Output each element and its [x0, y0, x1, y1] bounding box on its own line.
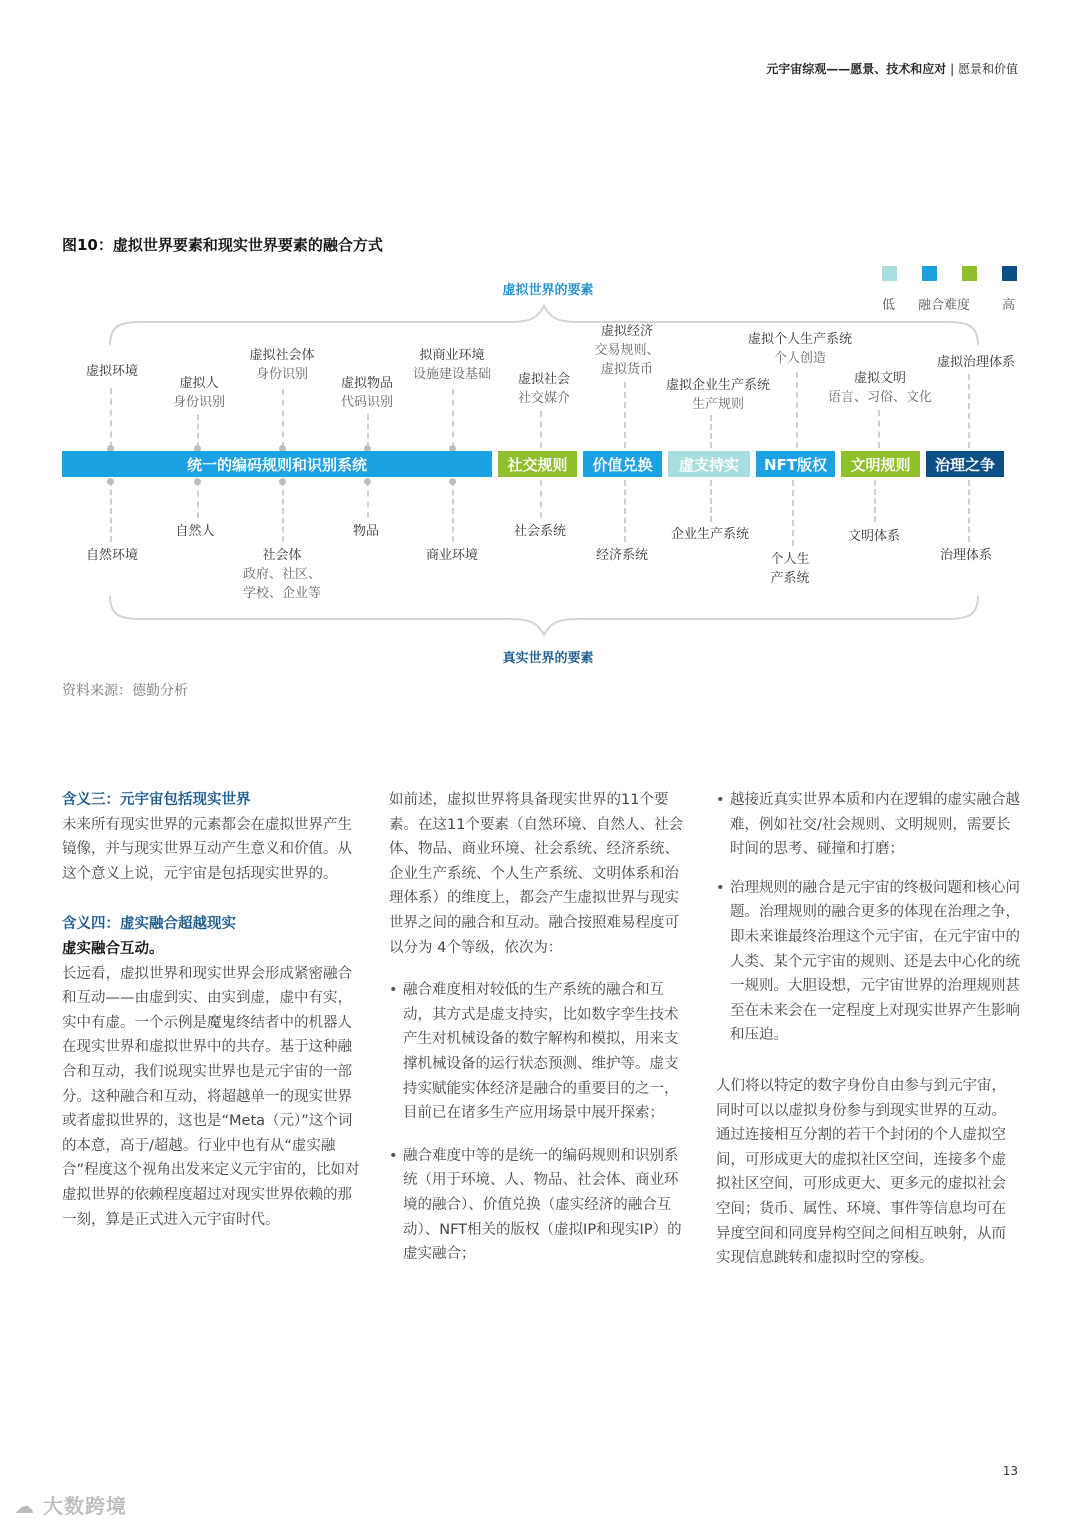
- connector-top-3: [282, 389, 284, 448]
- list-item-hard-difficulty: • 越接近真实世界本质和内在逻辑的虚实融合越难，例如社交/社会规则、文明规则，需要长时间的思考、碰撞和打磨；: [716, 788, 1020, 862]
- bar-civilization-rules: 文明规则: [841, 451, 920, 477]
- top-item-sub: 代码识别: [340, 395, 393, 410]
- bottom-item-sub: 政府、社区、: [242, 567, 321, 582]
- bottom-item-title: 文明体系: [847, 529, 900, 544]
- connector-dot-bottom-1: [107, 478, 114, 485]
- bottom-item-goods: [330, 522, 402, 541]
- connector-dot-bottom-3: [279, 478, 286, 485]
- bar-governance-contest: 治理之争: [926, 451, 1004, 477]
- bar-unified-coding: 统一的编码规则和识别系统: [62, 451, 492, 477]
- bottom-item-title: 经济系统: [595, 548, 648, 563]
- bottom-item-governance: [924, 546, 1008, 565]
- bar-nft-copyright: NFT版权: [756, 451, 835, 477]
- top-item-sub2: 虚拟货币: [600, 362, 653, 377]
- bottom-item-civilization: [830, 527, 918, 546]
- top-item-virtual-governance: [924, 353, 1028, 372]
- connector-bottom-9: [792, 480, 794, 546]
- top-item-virtual-person: [157, 374, 241, 412]
- section-4-subheading: 虚实融合互动。: [62, 940, 164, 957]
- connector-top-8: [710, 415, 712, 448]
- connector-top-10: [878, 410, 880, 448]
- top-item-title: 虚拟社会体: [249, 348, 315, 363]
- bar-social-rules: 社交规则: [498, 451, 577, 477]
- bottom-item-economic-system: [580, 546, 664, 565]
- top-item-title: 虚拟治理体系: [936, 355, 1015, 370]
- bottom-item-title-line2: 产系统: [770, 571, 810, 586]
- bottom-item-title: 自然人: [175, 524, 215, 539]
- connector-bottom-2: [197, 480, 199, 518]
- top-item-title: 虚拟人: [179, 376, 219, 391]
- top-item-title: 虚拟企业生产系统: [665, 378, 770, 393]
- text-column-1: [62, 788, 362, 1242]
- bottom-item-title: 自然环境: [85, 548, 138, 563]
- top-item-title: 虚拟社会: [517, 372, 570, 387]
- legend-title: 融合难度: [918, 298, 971, 313]
- header-separator: |: [950, 62, 958, 76]
- virtual-elements-caption: 虚拟世界的要素: [502, 283, 594, 298]
- bar-value-exchange: 价值兑换: [583, 451, 662, 477]
- top-item-title: 虚拟经济: [600, 324, 653, 339]
- connector-bottom-11: [968, 480, 970, 542]
- bottom-item-title: 商业环境: [425, 548, 478, 563]
- list-item-low-difficulty: • 融合难度相对较低的生产系统的融合和互动，其方式是虚支持实，比如数字孪生技术产生对机械设备的数字解构和模拟，用来支撑机械设备的运行状态预测、维护等。虚支持实赋能实体经济是融合的重要目的之一，目前已在诸多生产应用场景中展开探索；: [389, 978, 691, 1126]
- top-item-sub: 社交媒介: [517, 391, 570, 406]
- text-column-3: [716, 788, 1020, 1281]
- connector-top-4: [367, 414, 369, 448]
- intro-paragraph: 如前述，虚拟世界将具备现实世界的11个要素。在这11个要素（自然环境、自然人、社会体、物品、商业环境、社会系统、经济系统、企业生产系统、个人生产系统、文明体系和治理体系）的维度上，都会产生虚拟世界与现实世界之间的融合和互动。融合按照难易程度可以分为 4个等级，依次为：: [389, 792, 683, 956]
- top-item-virtual-environment: [70, 362, 154, 381]
- top-item-virtual-personal-production: [730, 330, 870, 368]
- bottom-item-sub2: 学校、企业等: [242, 586, 321, 601]
- difficulty-list-continued: [716, 788, 1020, 1048]
- connector-dot-bottom-2: [194, 478, 201, 485]
- top-item-title: 虚拟环境: [85, 364, 138, 379]
- figure-title: 图10：虚拟世界要素和现实世界要素的融合方式: [62, 236, 383, 254]
- top-item-title: 虚拟物品: [340, 376, 393, 391]
- connector-top-7: [624, 382, 626, 448]
- bottom-item-personal-production: [754, 550, 826, 588]
- real-elements-caption: 真实世界的要素: [502, 651, 594, 666]
- section-3-paragraph: 未来所有现实世界的元素都会在虚拟世界产生镜像，并与现实世界互动产生意义和价值。从这个意义上说，元宇宙是包括现实世界的。: [62, 816, 352, 882]
- top-item-virtual-civilization: [812, 369, 948, 407]
- connector-top-1: [110, 388, 112, 448]
- connector-top-2: [197, 414, 199, 448]
- difficulty-list: [389, 978, 691, 1267]
- bottom-item-business-environment: [410, 546, 494, 565]
- header-report-title: 元宇宙综观——愿景、技术和应对: [766, 62, 947, 76]
- connector-top-5: [452, 389, 454, 448]
- page-number: 13: [1002, 1464, 1018, 1478]
- watermark: [14, 1490, 127, 1519]
- top-item-sub: 交易规则、: [594, 343, 660, 358]
- top-item-title: 虚拟个人生产系统: [747, 332, 852, 347]
- connector-bottom-4: [367, 480, 369, 518]
- header-section: 愿景和价值: [957, 62, 1018, 76]
- connector-dot-bottom-4: [364, 478, 371, 485]
- top-item-virtual-society: [500, 370, 588, 408]
- bottom-item-title: 个人生: [770, 552, 810, 567]
- top-item-sub: 身份识别: [255, 367, 308, 382]
- bottom-item-social-system: [498, 522, 582, 541]
- section-heading-4: 含义四：虚实融合超越现实: [62, 916, 236, 933]
- connector-bottom-1: [110, 480, 112, 542]
- top-item-sub: 语言、习俗、文化: [827, 390, 932, 405]
- brace-lines: [0, 0, 1080, 660]
- legend-high-label: 高: [1002, 298, 1016, 313]
- connector-top-11: [968, 374, 970, 448]
- top-item-virtual-social-body: [232, 346, 332, 384]
- top-item-title: 拟商业环境: [419, 348, 485, 363]
- top-item-virtual-business-env: [398, 346, 506, 384]
- bottom-item-natural-environment: [70, 546, 154, 565]
- top-item-virtual-economy: [582, 322, 672, 379]
- top-item-virtual-enterprise-production: [650, 376, 786, 414]
- bottom-item-title: 社会系统: [513, 524, 566, 539]
- top-item-sub: 设施建设基础: [412, 367, 491, 382]
- section-heading-3: 含义三：元宇宙包括现实世界: [62, 792, 251, 808]
- bottom-item-title: 企业生产系统: [670, 527, 749, 542]
- connector-bottom-10: [874, 480, 876, 522]
- connector-bottom-7: [624, 480, 626, 542]
- list-item-governance: • 治理规则的融合是元宇宙的终极问题和核心问题。治理规则的融合更多的体现在治理之争，即未来谁最终治理这个元宇宙，在元宇宙中的人类、某个元宇宙的规则、还是去中心化的统一规则。大胆设想，元宇宙世界的治理规则甚至在未来会在一定程度上对现实世界产生影响和压迫。: [716, 876, 1020, 1048]
- legend-low-label: 低: [882, 298, 896, 313]
- bottom-item-title: 社会体: [262, 548, 302, 563]
- bottom-item-social-body: [228, 546, 336, 603]
- connector-bottom-5: [452, 480, 454, 542]
- top-item-sub: 生产规则: [691, 397, 744, 412]
- top-item-sub: 个人创造: [773, 351, 826, 366]
- bar-virtual-supports-real: 虚支持实: [668, 451, 750, 477]
- connector-top-6: [540, 411, 542, 448]
- watermark-logo-icon: ☁: [14, 1494, 35, 1518]
- section-4-paragraph: 长远看，虚拟世界和现实世界会形成紧密融合和互动——由虚到实、由实到虚，虚中有实，实中有虚。一个示例是魔鬼终结者中的机器人在现实世界和虚拟世界中的共存。基于这种融合和互动，我们说现实世界也是元宇宙的一部分。这种融合和互动，将超越单一的现实世界或者虚拟世界的，这也是“Meta（元）”这个词的本意，高于/超越。行业中也有从“虚实融合”程度这个视角出发来定义元宇宙的，比如对虚拟世界的依赖程度超过对现实世界依赖的那一刻，算是正式进入元宇宙时代。: [62, 965, 360, 1228]
- bottom-item-natural-person: [157, 522, 233, 541]
- list-item-medium-difficulty: • 融合难度中等的是统一的编码规则和识别系统（用于环境、人、物品、社会体、商业环境的融合）、价值兑换（虚实经济的融合互动）、NFT相关的版权（虚拟IP和现实IP）的虚实融合；: [389, 1144, 691, 1267]
- connector-dot-bottom-5: [449, 478, 456, 485]
- bottom-item-title: 物品: [352, 524, 379, 539]
- connector-bottom-6: [540, 480, 542, 518]
- connector-top-9: [796, 372, 798, 448]
- figure-source: 资料来源：德勤分析: [62, 683, 188, 699]
- text-column-2: [389, 788, 691, 1279]
- bottom-item-title: 治理体系: [939, 548, 992, 563]
- connector-bottom-8: [710, 480, 712, 522]
- connector-bottom-3: [282, 480, 284, 542]
- watermark-text: 大数跨境: [42, 1494, 127, 1518]
- bottom-item-enterprise-production: [650, 525, 770, 544]
- top-item-sub: 身份识别: [172, 395, 225, 410]
- closing-paragraph: 人们将以特定的数字身份自由参与到元宇宙，同时可以以虚拟身份参与到现实世界的互动。通过连接相互分割的若干个封闭的个人虚拟空间，可形成更大的虚拟社区空间，连接多个虚拟社区空间，可形成更大、更多元的虚拟社会空间；货币、属性、环境、事件等信息均可在异度空间和同度异构空间之间相互映射，从而实现信息跳转和虚拟时空的穿梭。: [716, 1077, 1006, 1267]
- top-item-title: 虚拟文明: [853, 371, 906, 386]
